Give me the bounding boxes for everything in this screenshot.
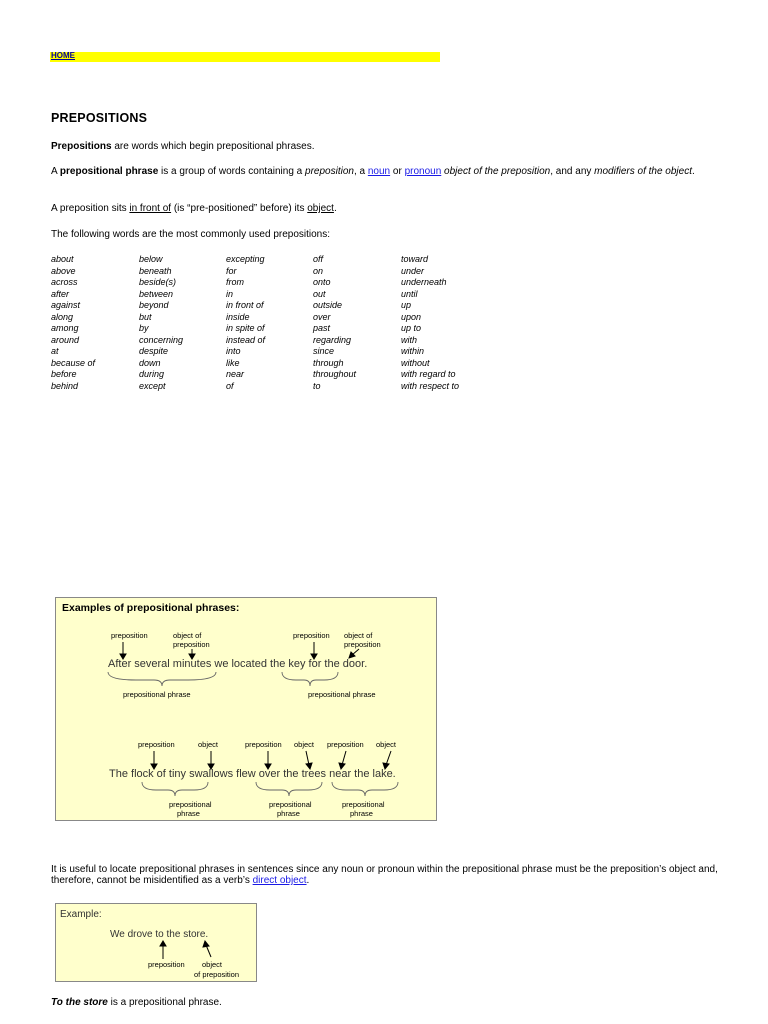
preposition-word: except [139,380,166,391]
preposition-word: between [139,288,174,299]
preposition-word: beside(s) [139,277,177,287]
label-phrase: phrase [350,809,373,818]
usefulness-paragraph: It is useful to locate prepositional phrases in sentences since any noun or pronoun within the prepositional phrase must be the preposition’s object and, therefore, cannot be misidentified as a verb’s direct object. [51,864,718,886]
preposition-word: since [313,346,335,356]
preposition-word: until [401,288,418,299]
preposition-word: from [226,277,244,287]
label-preposition: preposition [148,960,185,969]
preposition-word: against [51,300,81,310]
preposition-word: because of [51,357,96,368]
example-heading: Example: [60,909,102,920]
example-sentence-1: After several minutes we located the key for the door. [108,658,368,670]
label-prepositional: prepositional [269,800,312,809]
preposition-word: with respect to [401,380,460,391]
preposition-word: at [51,346,59,356]
preposition-word: past [313,323,331,333]
preposition-word: beneath [139,265,172,276]
preposition-word: for [226,265,237,276]
list-intro: The following words are the most commonly used prepositions: [51,229,331,240]
preposition-word: despite [139,346,169,356]
preposition-word: excepting [226,254,265,264]
preposition-word: under [401,265,425,276]
label-object-of: object of [173,631,202,640]
preposition-word: on [313,265,324,276]
preposition-word: before [51,369,77,379]
label-object: object [198,740,219,749]
preposition-word: of [226,380,234,391]
nav-bar [50,52,440,62]
preposition-word: regarding [313,334,352,345]
preposition-word: inside [226,311,250,322]
preposition-word: below [139,254,163,264]
examples-box [55,597,437,821]
preposition-word: in [226,288,234,299]
position-paragraph: A preposition sits in front of (is “pre-positioned” before) its object. [51,203,337,214]
label-preposition: preposition [111,631,148,640]
preposition-word: upon [401,311,422,322]
label-phrase: phrase [177,809,200,818]
preposition-word: about [51,254,74,264]
preposition-word: with regard to [401,369,456,379]
label-prepositional: prepositional [169,800,212,809]
preposition-word: above [51,265,76,276]
preposition-word: instead of [226,334,266,345]
label-preposition: preposition [138,740,175,749]
preposition-word: within [401,346,425,356]
example-diagram [56,904,258,983]
phrase-to-the-store: To the store [51,997,108,1008]
preposition-column [139,254,227,392]
label-preposition: preposition [293,631,330,640]
preposition-word: in spite of [226,323,265,333]
home-link[interactable]: HOME [51,51,75,60]
label-object: object [294,740,315,749]
preposition-word: over [313,311,331,322]
preposition-word: among [51,323,79,333]
label-object: object [202,960,223,969]
preposition-word: up [401,300,412,310]
intro-paragraph: Prepositions are words which begin prepositional phrases. [51,141,315,152]
label-preposition: preposition [245,740,282,749]
preposition-column [313,254,401,392]
braces-sentence-1 [108,672,338,686]
preposition-word: in front of [226,300,264,310]
label-of-preposition: of preposition [194,970,240,979]
preposition-column [226,254,314,392]
preposition-word: throughout [313,369,357,379]
example-box [55,903,257,982]
preposition-column [51,254,139,392]
label-prepositional: prepositional [342,800,385,809]
label-preposition: preposition [344,640,381,649]
direct-object-link[interactable]: direct object [252,875,307,886]
preposition-word: down [139,357,161,368]
label-object-of: object of [344,631,373,640]
examples-diagram [56,598,438,822]
preposition-column [401,254,489,392]
label-phrase: phrase [277,809,300,818]
preposition-word: toward [401,254,429,264]
preposition-word: with [401,334,418,345]
preposition-word: like [226,357,240,368]
preposition-word: onto [313,277,331,287]
arrows-sentence-1 [120,642,359,659]
examples-heading: Examples of prepositional phrases: [62,602,240,614]
preposition-word: across [51,277,78,287]
preposition-word: concerning [139,334,184,345]
preposition-word: up to [401,323,422,333]
preposition-word: underneath [401,277,447,287]
definition-paragraph: A prepositional phrase is a group of words containing a preposition, a noun or pronoun object of the preposition, and any modifiers of the object. [51,166,695,177]
pronoun-link[interactable]: pronoun [404,166,442,177]
preposition-word: along [51,311,74,322]
term-prepositions: Prepositions [51,141,112,152]
preposition-word: without [401,357,430,368]
preposition-word: outside [313,300,343,310]
preposition-word: through [313,357,344,368]
preposition-word: by [139,323,149,333]
example-arrows [160,941,211,959]
preposition-word: off [313,254,324,264]
example-sentence: We drove to the store. [110,929,209,940]
preposition-word: but [139,311,152,322]
braces-sentence-2 [142,782,398,796]
preposition-word: beyond [139,300,169,310]
preposition-word: behind [51,380,79,391]
label-preposition: preposition [327,740,364,749]
preposition-word: after [51,288,70,299]
page-title: PREPOSITIONS [51,111,148,125]
label-prepositional-phrase: prepositional phrase [123,690,191,699]
arrows-sentence-2 [151,751,391,769]
preposition-word: near [226,369,245,379]
preposition-word: out [313,288,326,299]
preposition-word: around [51,334,80,345]
preposition-word: to [313,380,321,391]
label-preposition: preposition [173,640,210,649]
preposition-word: during [139,369,165,379]
label-object: object [376,740,397,749]
preposition-word: into [226,346,241,356]
closing-paragraph: To the store is a prepositional phrase. [51,997,222,1008]
example-sentence-2: The flock of tiny swallows flew over the trees near the lake. [109,768,396,780]
label-prepositional-phrase: prepositional phrase [308,690,376,699]
noun-link[interactable]: noun [367,166,391,177]
